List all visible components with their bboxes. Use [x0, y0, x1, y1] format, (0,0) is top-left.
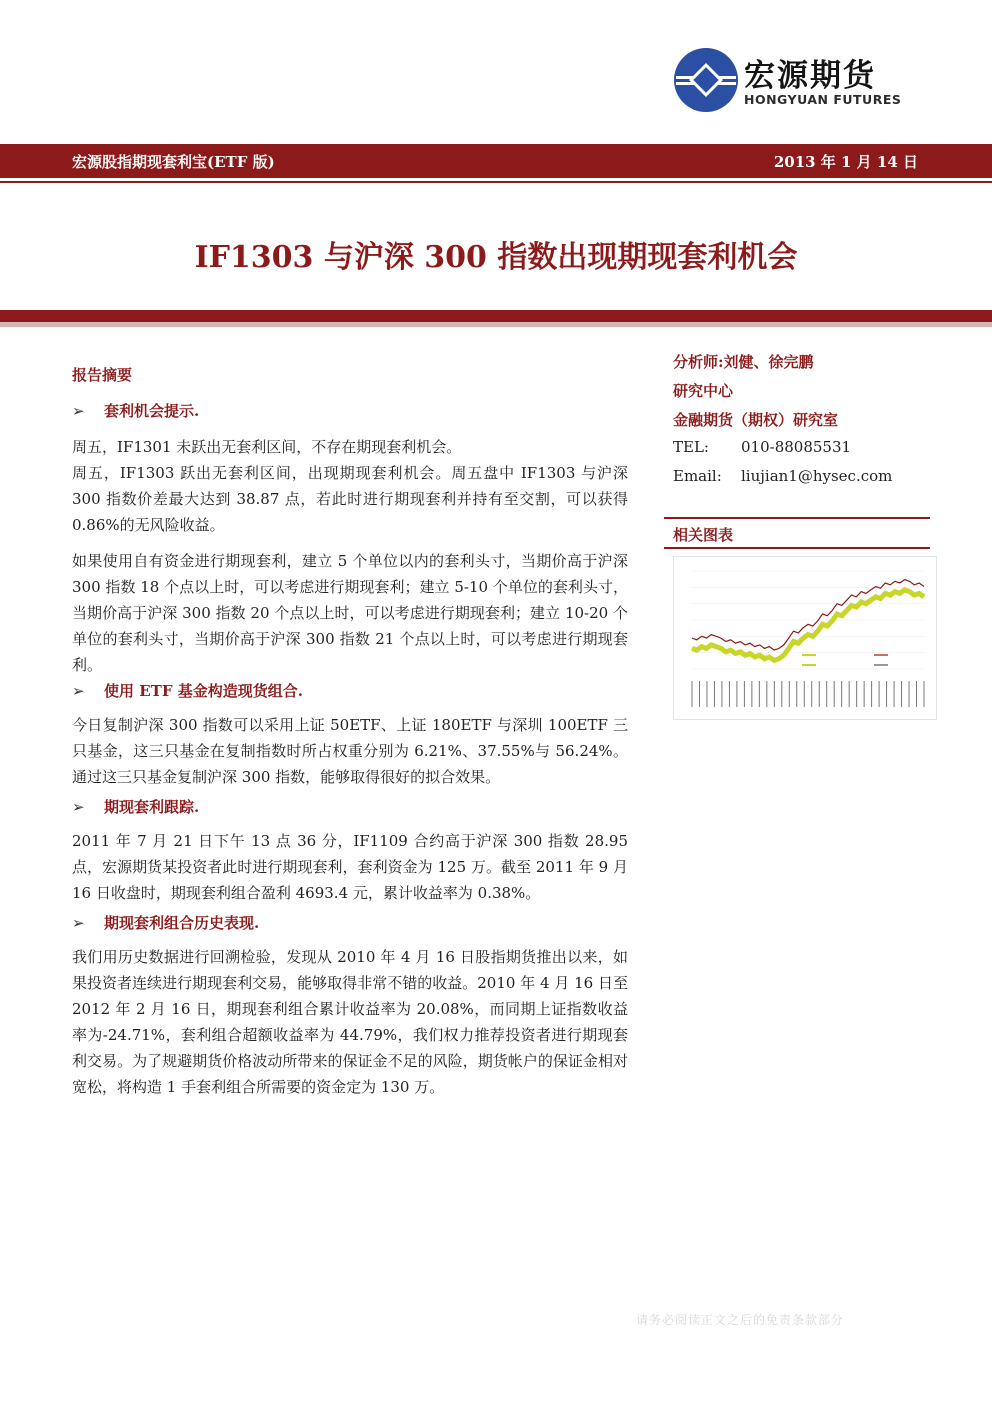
chart-x-ticks [692, 681, 924, 707]
paragraph: 今日复制沪深 300 指数可以采用上证 50ETF、上证 180ETF 与深圳 100ETF 三只基金，这三只基金在复制指数时所占权重分别为 6.21%、37.55%与 56.24%。通过这三只基金复制沪深 300 指数，能够取得很好的拟合效果。 [72, 716, 628, 786]
section-heading-etf-portfolio: ➢ 使用 ETF 基金构造现货组合. [72, 682, 303, 700]
email-row [673, 467, 892, 485]
disclaimer-note: 请务必阅读正文之后的免责条款部分 [636, 1313, 845, 1327]
related-top-divider [664, 517, 930, 519]
email-label: Email: [673, 467, 722, 485]
email-value: liujian1@hysec.com [741, 467, 893, 485]
research-dept: 金融期货（期权）研究室 [673, 411, 839, 429]
arrow-bullet-icon: ➢ [72, 914, 85, 932]
related-chart [674, 557, 936, 719]
paragraph: 周五，IF1301 未跃出无套利区间，不存在期现套利机会。 [72, 438, 462, 456]
report-title: IF1303 与沪深 300 指数出现期现套利机会 [194, 240, 798, 275]
logo-name-en: HONGYUAN FUTURES [744, 92, 902, 107]
arrow-bullet-icon: ➢ [72, 798, 85, 816]
section-body-etf-portfolio [72, 712, 628, 790]
summary-heading: 报告摘要 [72, 366, 133, 384]
title-band-shadow [0, 322, 992, 327]
related-charts-heading: 相关图表 [673, 526, 734, 544]
paragraph: 2011 年 7 月 21 日下午 13 点 36 分，IF1109 合约高于沪深 300 指数 28.95 点，宏源期货某投资者此时进行期现套利，套利资金为 125 万。截至 2011 年 9 月 16 日收盘时，期现套利组合盈利 4693.4 元，累计收益率为 0.38%。 [72, 832, 628, 902]
section-heading-arbitrage-alert: ➢ 套利机会提示. [72, 402, 200, 420]
paragraph: 周五，IF1303 跃出无套利区间，出现期现套利机会。周五盘中 IF1303 与沪深 300 指数价差最大达到 38.87 点，若此时进行期现套利并持有至交割，可以获得 0.86%的无风险收益。 [72, 464, 628, 534]
tel-value: 010-88085531 [741, 438, 852, 456]
paragraph: 如果使用自有资金进行期现套利，建立 5 个单位以内的套利头寸，当期价高于沪深 300 指数 18 个点以上时，可以考虑进行期现套利；建立 5-10 个单位的套利头寸，当期价高于沪深 300 指数 20 个点以上时，可以考虑进行期现套利；建立 10-20 个单位的套利头寸，当期价高于沪深 300 指数 21 个点以上时，可以考虑进行期现套利。 [72, 552, 628, 674]
chart-legend [802, 655, 888, 665]
section-heading-history: ➢ 期现套利组合历史表现. [72, 914, 260, 932]
section-body-history [72, 944, 628, 1100]
related-bottom-divider [664, 547, 930, 549]
series-upper-line [692, 580, 924, 651]
report-series: 宏源股指期现套利宝(ETF 版) [72, 153, 275, 171]
logo-name-cn: 宏源期货 [744, 58, 876, 94]
series-lower-line [692, 590, 924, 661]
section-heading-tracking: ➢ 期现套利跟踪. [72, 798, 200, 816]
tel-row [673, 438, 851, 456]
section-body-arbitrage-alert [72, 434, 628, 678]
analyst-names: 分析师:刘健、徐完鹏 [673, 353, 814, 371]
related-chart-thumbnail [673, 556, 937, 720]
research-center: 研究中心 [673, 382, 734, 400]
report-date: 2013 年 1 月 14 日 [773, 153, 918, 171]
header-divider [0, 181, 992, 183]
tel-label: TEL: [673, 438, 709, 456]
arrow-bullet-icon: ➢ [72, 682, 85, 700]
section-body-tracking [72, 828, 628, 906]
title-band [0, 310, 992, 322]
arrow-bullet-icon: ➢ [72, 402, 85, 420]
paragraph: 我们用历史数据进行回溯检验，发现从 2010 年 4 月 16 日股指期货推出以来，如果投资者连续进行期现套利交易，能够取得非常不错的收益。2010 年 4 月 16 日至 2012 年 2 月 16 日，期现套利组合累计收益率为 20.08%，而同期上证指数收益率为-24.71%，套利组合超额收益率为 44.79%，我们权力推荐投资者进行期现套利交易。为了规避期货价格波动所带来的保证金不足的风险，期货帐户的保证金相对宽松，将构造 1 手套利组合所需要的资金定为 130 万。 [72, 948, 628, 1096]
